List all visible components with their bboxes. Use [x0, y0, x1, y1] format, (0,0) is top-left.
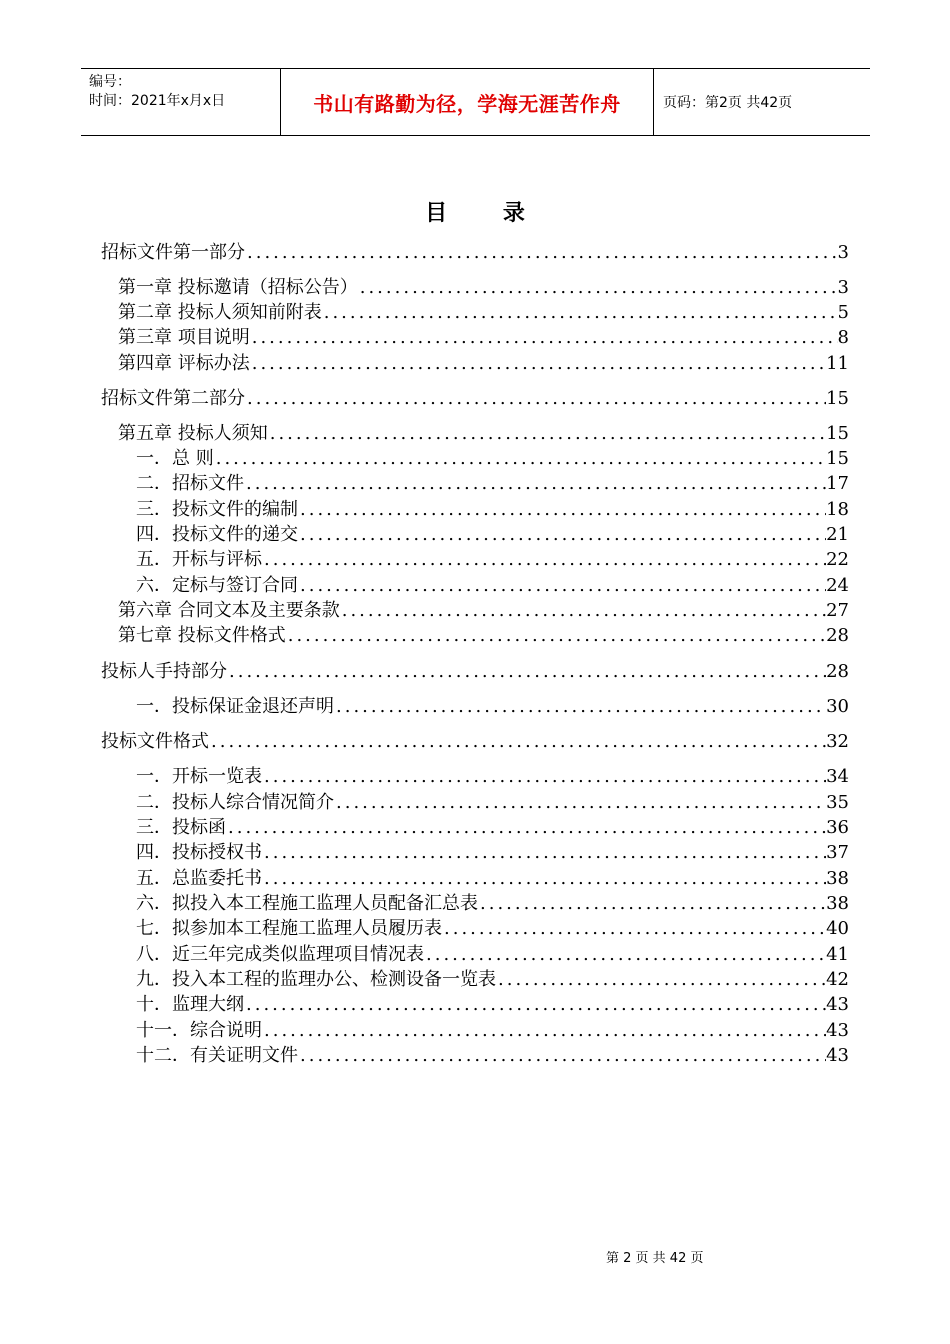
toc-entry-label: 第五章 投标人须知 [118, 423, 268, 444]
toc-entry[interactable] [136, 520, 849, 544]
toc-leader-dots [244, 473, 826, 494]
toc-entry[interactable] [136, 889, 849, 913]
toc-entry-label: 第六章 合同文本及主要条款 [118, 600, 340, 621]
header-page-info: 页码：第2页 共42页 [663, 95, 793, 111]
toc-entry-page: 5 [837, 302, 849, 323]
toc-entry-page: 17 [826, 473, 849, 494]
toc-entry[interactable] [136, 692, 849, 716]
toc-entry[interactable] [101, 657, 849, 681]
toc-entry[interactable] [136, 914, 849, 938]
toc-entry-label: 投标人手持部分 [101, 661, 227, 682]
toc-entry-label: 十二．有关证明文件 [136, 1045, 298, 1066]
toc-entry-page: 34 [826, 766, 849, 787]
header-left-cell [81, 69, 281, 135]
toc-entry-page: 28 [826, 661, 849, 682]
toc-leader-dots [262, 868, 826, 889]
toc-entry[interactable] [101, 238, 849, 262]
toc-entry-label: 第七章 投标文件格式 [118, 625, 286, 646]
header-motto-cell [281, 69, 654, 135]
toc-entry-page: 30 [826, 696, 849, 717]
toc-leader-dots [334, 696, 826, 717]
toc-leader-dots [322, 302, 838, 323]
document-time-label: 时间：2021年x月x日 [89, 93, 226, 109]
toc-entry[interactable] [136, 838, 849, 862]
toc-entry-label: 九．投入本工程的监理办公、检测设备一览表 [136, 969, 496, 990]
toc-entry-page: 42 [826, 969, 849, 990]
toc-entry[interactable] [118, 323, 849, 347]
toc-entry-label: 二．投标人综合情况简介 [136, 792, 334, 813]
toc-entry-page: 15 [826, 388, 849, 409]
toc-entry-page: 32 [826, 731, 849, 752]
toc-entry[interactable] [136, 1041, 849, 1065]
toc-entry-page: 15 [826, 423, 849, 444]
header-motto: 书山有路勤为径，学海无涯苦作舟 [313, 91, 621, 116]
toc-entry[interactable] [118, 298, 849, 322]
toc-leader-dots [298, 499, 826, 520]
toc-entry-label: 第一章 投标邀请（招标公告） [118, 277, 358, 298]
toc-title: 目 录 [425, 201, 549, 226]
toc-entry-label: 十．监理大纲 [136, 994, 244, 1015]
toc-leader-dots [496, 969, 826, 990]
toc-leader-dots [286, 625, 826, 646]
toc-entry-page: 43 [826, 1020, 849, 1041]
toc-entry-page: 11 [826, 353, 849, 374]
toc-entry-label: 招标文件第一部分 [101, 242, 245, 263]
toc-leader-dots [244, 994, 826, 1015]
toc-entry-page: 38 [826, 893, 849, 914]
toc-entry[interactable] [118, 621, 849, 645]
toc-entry-label: 四．投标文件的递交 [136, 524, 298, 545]
toc-entry[interactable] [136, 469, 849, 493]
document-number-label: 编号： [89, 74, 131, 90]
toc-entry-label: 四．投标授权书 [136, 842, 262, 863]
toc-leader-dots [262, 766, 826, 787]
toc-entry[interactable] [136, 571, 849, 595]
toc-leader-dots [298, 575, 826, 596]
toc-entry-label: 一．开标一览表 [136, 766, 262, 787]
toc-entry[interactable] [136, 444, 849, 468]
toc-entry-page: 8 [837, 327, 849, 348]
toc-entry-page: 43 [826, 1045, 849, 1066]
toc-entry[interactable] [118, 273, 849, 297]
toc-entry-page: 41 [826, 944, 849, 965]
toc-entry-label: 十一．综合说明 [136, 1020, 262, 1041]
toc-entry-page: 38 [826, 868, 849, 889]
toc-entry-page: 35 [826, 792, 849, 813]
toc-entry-page: 36 [826, 817, 849, 838]
toc-entry-page: 22 [826, 549, 849, 570]
toc-leader-dots [226, 817, 826, 838]
toc-leader-dots [298, 524, 826, 545]
toc-entry-label: 投标文件格式 [101, 731, 209, 752]
toc-entry[interactable] [136, 965, 849, 989]
toc-entry-label: 七．拟参加本工程施工监理人员履历表 [136, 918, 442, 939]
toc-entry[interactable] [136, 990, 849, 1014]
toc-entry-label: 招标文件第二部分 [101, 388, 245, 409]
toc-entry-page: 21 [826, 524, 849, 545]
toc-entry-label: 二．招标文件 [136, 473, 244, 494]
toc-entry[interactable] [101, 384, 849, 408]
toc-entry-page: 3 [837, 242, 849, 263]
toc-entry-label: 第三章 项目说明 [118, 327, 250, 348]
toc-entry-label: 五．总监委托书 [136, 868, 262, 889]
toc-entry-page: 24 [826, 575, 849, 596]
toc-entry-label: 一．总 则 [136, 448, 214, 469]
toc-entry-page: 18 [826, 499, 849, 520]
toc-leader-dots [334, 792, 826, 813]
toc-entry-page: 28 [826, 625, 849, 646]
toc-leader-dots [262, 549, 826, 570]
toc-entry[interactable] [136, 940, 849, 964]
toc-entry[interactable] [118, 419, 849, 443]
toc-entry-page: 37 [826, 842, 849, 863]
toc-entry[interactable] [118, 349, 849, 373]
toc-entry-page: 3 [837, 277, 849, 298]
toc-leader-dots [245, 388, 826, 409]
toc-leader-dots [340, 600, 826, 621]
toc-entry[interactable] [136, 762, 849, 786]
toc-leader-dots [358, 277, 838, 298]
toc-leader-dots [250, 327, 838, 348]
toc-leader-dots [227, 661, 826, 682]
page-footer: 第 2 页 共 42 页 [606, 1251, 704, 1266]
toc-entry[interactable] [118, 596, 849, 620]
toc-entry[interactable] [136, 788, 849, 812]
toc-leader-dots [262, 842, 826, 863]
toc-entry-label: 第四章 评标办法 [118, 353, 250, 374]
toc-entry-label: 五．开标与评标 [136, 549, 262, 570]
toc-leader-dots [442, 918, 826, 939]
toc-entry[interactable] [136, 545, 849, 569]
toc-leader-dots [262, 1020, 826, 1041]
toc-entry-label: 三．投标函 [136, 817, 226, 838]
toc-entry-label: 六．拟投入本工程施工监理人员配备汇总表 [136, 893, 478, 914]
toc-entry-label: 八．近三年完成类似监理项目情况表 [136, 944, 424, 965]
toc-entry-label: 第二章 投标人须知前附表 [118, 302, 322, 323]
toc-leader-dots [298, 1045, 826, 1066]
toc-leader-dots [424, 944, 826, 965]
toc-entry[interactable] [136, 864, 849, 888]
toc-entry[interactable] [101, 727, 849, 751]
toc-entry-label: 三．投标文件的编制 [136, 499, 298, 520]
toc-leader-dots [209, 731, 826, 752]
toc-leader-dots [478, 893, 826, 914]
toc-leader-dots [214, 448, 826, 469]
toc-entry-page: 27 [826, 600, 849, 621]
toc-entry-label: 六．定标与签订合同 [136, 575, 298, 596]
toc-entry-page: 40 [826, 918, 849, 939]
toc-entry-label: 一．投标保证金退还声明 [136, 696, 334, 717]
toc-entry[interactable] [136, 1016, 849, 1040]
toc-entry[interactable] [136, 813, 849, 837]
toc-entry[interactable] [136, 495, 849, 519]
toc-leader-dots [268, 423, 826, 444]
page-header-table [81, 68, 870, 136]
toc-leader-dots [250, 353, 826, 374]
toc-entry-page: 15 [826, 448, 849, 469]
toc-entry-page: 43 [826, 994, 849, 1015]
toc-leader-dots [245, 242, 838, 263]
